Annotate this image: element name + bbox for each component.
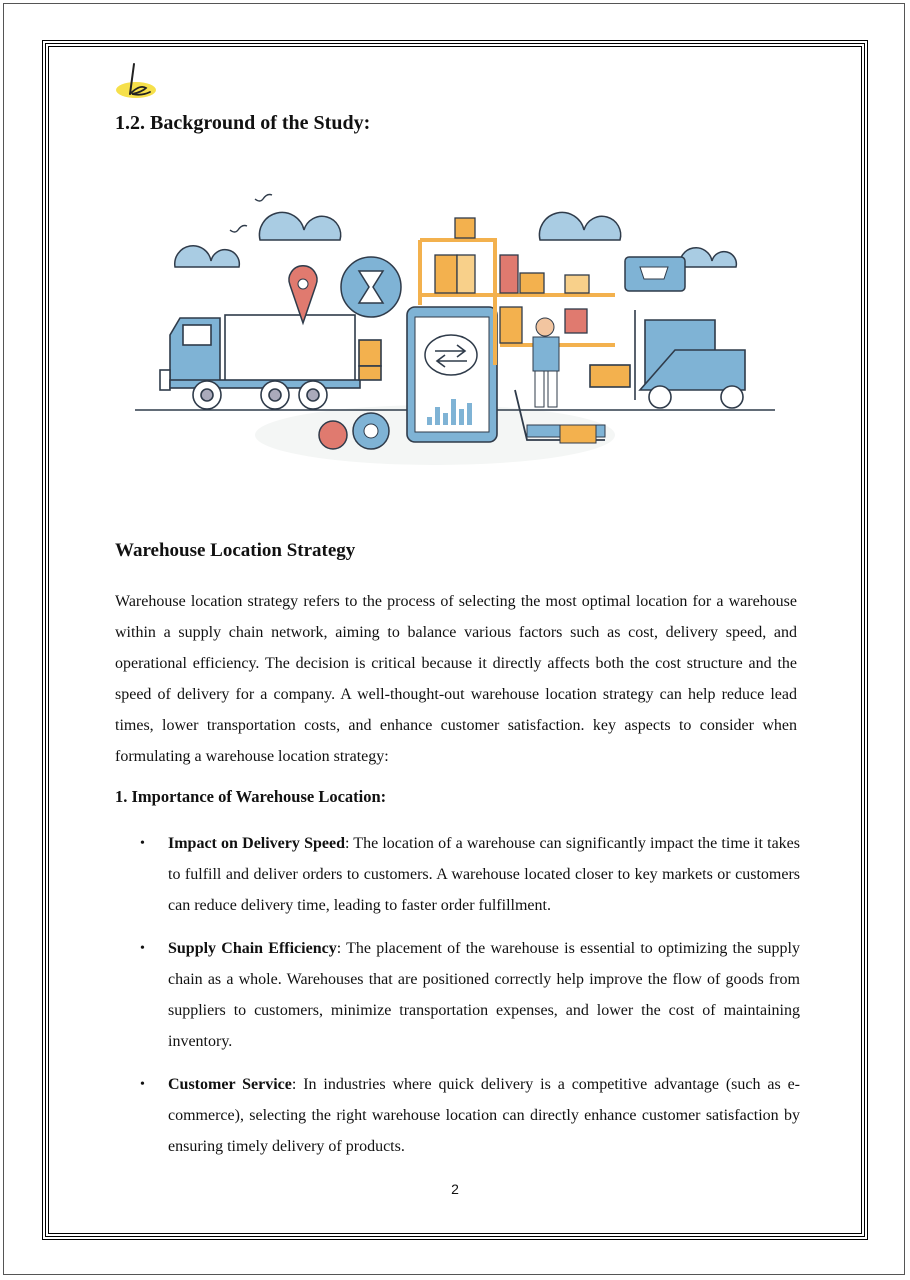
bullet-text: : The placement of the warehouse is essential to optimizing the supply chain as a whole. Warehouses that are positioned correctly help improve the flow of goods from suppliers to customers, minimize transportation expenses, and lower the cost of maintaining inventory.	[168, 940, 800, 1050]
list-heading: 1. Importance of Warehouse Location:	[115, 787, 387, 806]
list-item	[140, 1069, 800, 1162]
page-number: 2	[451, 1181, 459, 1197]
bullet-icon: •	[140, 836, 145, 851]
subheading: Warehouse Location Strategy	[115, 540, 356, 561]
bullet-term: Customer Service	[168, 1076, 292, 1093]
bullet-term: Impact on Delivery Speed	[168, 835, 345, 852]
bullet-term: Supply Chain Efficiency	[168, 940, 337, 957]
list-item	[140, 933, 800, 1057]
bullet-icon: •	[140, 941, 145, 956]
importance-bullet-list	[140, 828, 800, 1174]
warehouse-logistics-illustration	[135, 185, 775, 485]
list-item	[140, 828, 800, 921]
bullet-text: : In industries where quick delivery is a competitive advantage (such as e-commerce), selecting the right warehouse location can directly enhance customer satisfaction by ensuring timely delivery of products.	[168, 1076, 800, 1155]
pen-logo-icon	[112, 58, 162, 102]
intro-paragraph: Warehouse location strategy refers to the process of selecting the most optimal location for a warehouse within a supply chain network, aiming to balance various factors such as cost, delivery speed, and operational efficiency. The decision is critical because it directly affects both the cost structure and the speed of delivery for a company. A well-thought-out warehouse location strategy can help reduce lead times, lower transportation costs, and enhance customer satisfaction. key aspects to consider when formulating a warehouse location strategy:	[115, 593, 797, 765]
bullet-icon: •	[140, 1077, 145, 1092]
bullet-text: : The location of a warehouse can significantly impact the time it takes to fulfill and deliver orders to customers. A warehouse located closer to key markets or customers can reduce delivery time, leading to faster order fulfillment.	[168, 835, 800, 914]
section-title: 1.2. Background of the Study:	[115, 112, 371, 134]
